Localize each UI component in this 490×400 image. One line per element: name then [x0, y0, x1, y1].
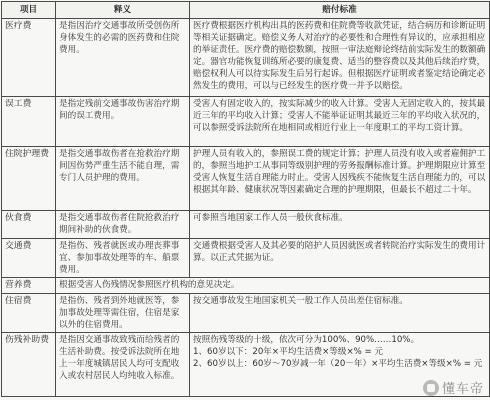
table-row — [2, 97, 490, 147]
row-standard: 交通费根据受害人及其必要的陪护人员因就医或者转院治疗实际发生的费用计算。以正式凭据为证。 — [190, 239, 490, 278]
table-row — [2, 147, 490, 211]
header-standard: 赔付标准 — [190, 2, 490, 19]
row-standard: 受害人有固定收入的，按实际减少的收入计算。受害人无固定收入的，按其最近三年的平均收入计算；受害人不能举证证明其最近三年的平均收入状况的，可以参照受诉法院所在地相同或相近行业上一年度职工的平均工资计算。 — [190, 97, 490, 147]
row-merged-text: 根据受害人伤残情况参照医疗机构的意见决定。 — [56, 278, 490, 294]
watermark — [423, 378, 484, 397]
header-definition: 释义 — [56, 2, 190, 19]
row-standard: 按照伤残等级的十级，依次可分为100%、90%……10%。 1、60岁以下：20年×平均生活费×等级×% = 元 2、60岁以上：60岁～70岁减一年（20－年）×平均生活费×等级×% = 元 — [190, 333, 490, 397]
compensation-table — [1, 1, 490, 397]
row-standard: 护理人员有收入的，参照误工费的规定计算；护理人员没有收入或者雇佣护工的，参照当地护工从事同等级别护理的劳务报酬标准计算。护理期限应计算至受害人恢复生活自理能力时止。受害人因残疾不能恢复生活自理能力的，可以根据其年龄、健康状况等因素确定合理的护理期限，但最长不超过二十年。 — [190, 147, 490, 211]
row-standard: 医疗费根据医疗机构出具的医药费和住院费等收款凭证，结合病历和诊断证明等相关证据确定。赔偿义务人对治疗的必要性和合理性有异议的，应承担相应的举证责任。医疗费的赔偿数额，按照一审法庭辩论终结前实际发生的数额确定。器官功能恢复训练所必要的康复费、适当的整容费以及其他后续治疗费，赔偿权利人可以待实际发生后另行起诉。但根据医疗证明或者鉴定结论确定必然发生的费用，可以与已经发生的医疗费一并予以赔偿。 — [190, 19, 490, 97]
row-item: 营养费 — [2, 278, 56, 294]
row-definition: 是指因治疗交通事故所受创伤所身体发生的必需的医药费和住院费用。 — [56, 19, 190, 97]
row-definition: 是指伤、残者就医或办理丧葬事宜、参加事故处理等的车、船票费用。 — [56, 239, 190, 278]
row-standard: 可参照当地国家工作人员一般伙食标准。 — [190, 211, 490, 239]
row-definition: 是指交通事故伤者在抢救治疗期间因伤势严重生活不能自理，需专门人员护理的费用。 — [56, 147, 190, 211]
table-row — [2, 19, 490, 97]
row-item: 医疗费 — [2, 19, 56, 97]
table-row — [2, 333, 490, 397]
table-row — [2, 278, 490, 294]
row-item: 交通费 — [2, 239, 56, 278]
watermark-text: 懂车帝 — [441, 382, 484, 397]
row-definition: 是指定残前交通事故伤害治疗期间的误工费用。 — [56, 97, 190, 147]
row-definition: 是指因交通事故致残而给残者的生活补助费。按受诉法院所在地上一年度城镇居民人均可支配收入或农村居民人均纯收入标准。 — [56, 333, 190, 397]
table-row — [2, 294, 490, 333]
row-item: 住院护理费 — [2, 147, 56, 211]
row-item: 住宿费 — [2, 294, 56, 333]
row-item: 误工费 — [2, 97, 56, 147]
row-definition: 是指伤、残者到外地就医等，参加事故处理等需住宿，住宿是家以外的住宿费用。 — [56, 294, 190, 333]
table-header-row — [2, 2, 490, 19]
row-standard: 按交通事故发生地国家机关一般工作人员出差住宿标准。 — [190, 294, 490, 333]
row-item: 伤残补助费 — [2, 333, 56, 397]
row-definition: 是指交通事故伤者住院抢救治疗期间补助的伙食费。 — [56, 211, 190, 239]
watermark-logo-icon — [423, 380, 439, 396]
row-item: 伙食费 — [2, 211, 56, 239]
table-row — [2, 239, 490, 278]
header-item: 项目 — [2, 2, 56, 19]
table-row — [2, 211, 490, 239]
